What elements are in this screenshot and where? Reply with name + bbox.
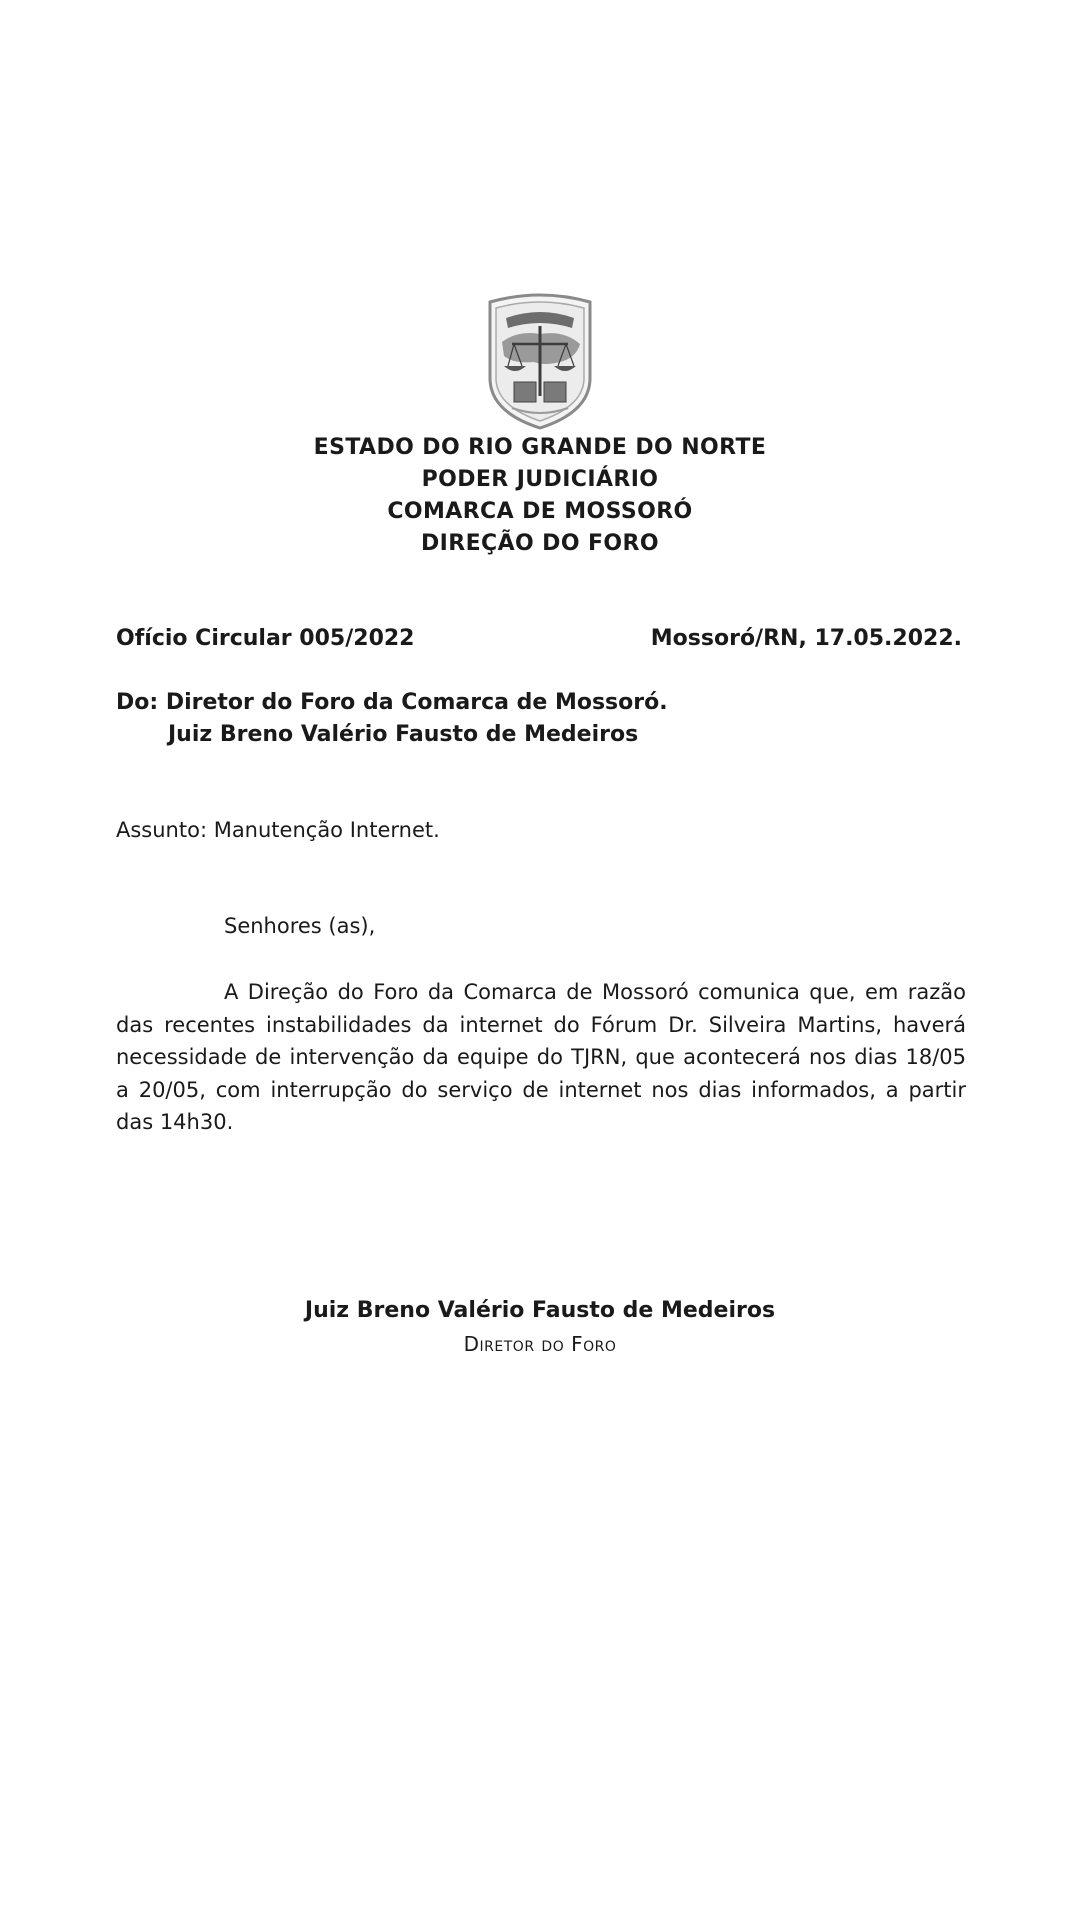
letterhead-district: COMARCA DE MOSSORÓ: [387, 499, 693, 524]
signature-title: Diretor do Foro: [463, 1332, 617, 1356]
document-date: Mossoró/RN, 17.05.2022.: [650, 626, 962, 651]
letterhead-state: ESTADO DO RIO GRANDE DO NORTE: [313, 435, 767, 460]
greeting: Senhores (as),: [224, 914, 376, 938]
letterhead-office: DIREÇÃO DO FORO: [421, 531, 659, 556]
letterhead: [0, 432, 1080, 560]
sender-line: Do: Diretor do Foro da Comarca de Mossoró.: [116, 690, 668, 715]
body-paragraph: A Direção do Foro da Comarca de Mossoró comunica que, em razão das recentes instabilidades da internet do Fórum Dr. Silveira Martins, haverá necessidade de intervenção da equipe do TJRN, que acontecerá nos dias 18/05 a 20/05, com interrupção do serviço de internet nos dias informados, a partir das 14h30.: [116, 980, 966, 1134]
sender-name: Juiz Breno Valério Fausto de Medeiros: [168, 722, 639, 747]
coat-of-arms-seal-icon: [484, 292, 596, 432]
subject-line: Assunto: Manutenção Internet.: [116, 818, 440, 842]
signature-name: Juiz Breno Valério Fausto de Medeiros: [304, 1298, 776, 1323]
document-reference: Ofício Circular 005/2022: [116, 626, 415, 651]
letterhead-branch: PODER JUDICIÁRIO: [421, 467, 659, 492]
